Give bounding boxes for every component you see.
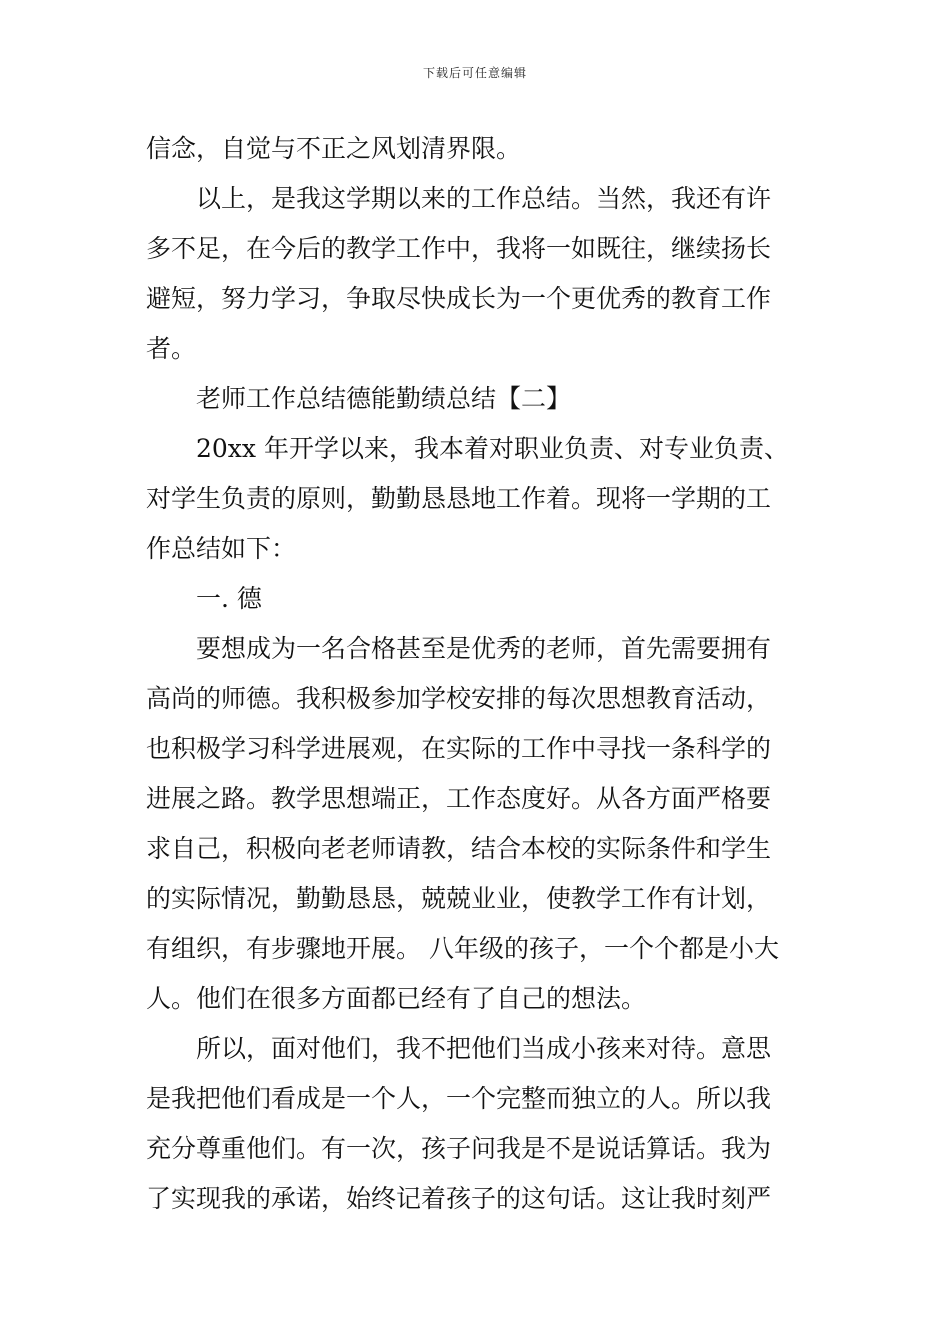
text-line: 20xx 年开学以来，我本着对职业负责、对专业负责、 bbox=[196, 434, 789, 463]
text-line: 以上，是我这学期以来的工作总结。当然，我还有许 bbox=[196, 184, 772, 213]
text-line: 充分尊重他们。有一次，孩子问我是不是说话算话。我为 bbox=[146, 1134, 772, 1163]
text-line: 求自己，积极向老老师请教，结合本校的实际条件和学生 bbox=[146, 834, 772, 863]
text-line: 信念，自觉与不正之风划清界限。 bbox=[146, 134, 522, 163]
text-line: 是我把他们看成是一个人，一个完整而独立的人。所以我 bbox=[146, 1084, 772, 1113]
subsection-heading: 一. 德 bbox=[196, 584, 262, 613]
text-line: 所以，面对他们，我不把他们当成小孩来对待。意思 bbox=[196, 1034, 772, 1063]
text-line: 者。 bbox=[146, 334, 197, 363]
text-line: 作总结如下： bbox=[146, 534, 297, 563]
text-line: 对学生负责的原则，勤勤恳恳地工作着。现将一学期的工 bbox=[146, 484, 772, 513]
text-line: 进展之路。教学思想端正，工作态度好。从各方面严格要 bbox=[146, 784, 772, 813]
page-header-note: 下载后可任意编辑 bbox=[422, 66, 527, 80]
text-line: 多不足，在今后的教学工作中，我将一如既往，继续扬长 bbox=[146, 234, 772, 263]
document-body bbox=[146, 124, 810, 1224]
text-line: 了实现我的承诺，始终记着孩子的这句话。这让我时刻严 bbox=[146, 1184, 772, 1213]
text-line: 有组织，有步骤地开展。 八年级的孩子，一个个都是小大 bbox=[146, 934, 779, 963]
text-line: 高尚的师德。我积极参加学校安排的每次思想教育活动， bbox=[146, 684, 772, 713]
text-line: 人。他们在很多方面都已经有了自己的想法。 bbox=[146, 984, 647, 1013]
text-line: 也积极学习科学进展观，在实际的工作中寻找一条科学的 bbox=[146, 734, 772, 763]
text-line: 要想成为一名合格甚至是优秀的老师，首先需要拥有 bbox=[196, 634, 772, 663]
text-line: 的实际情况，勤勤恳恳，兢兢业业，使教学工作有计划， bbox=[146, 884, 772, 913]
text-line: 避短，努力学习，争取尽快成长为一个更优秀的教育工作 bbox=[146, 284, 772, 313]
section-heading: 老师工作总结德能勤绩总结【二】 bbox=[196, 384, 572, 413]
